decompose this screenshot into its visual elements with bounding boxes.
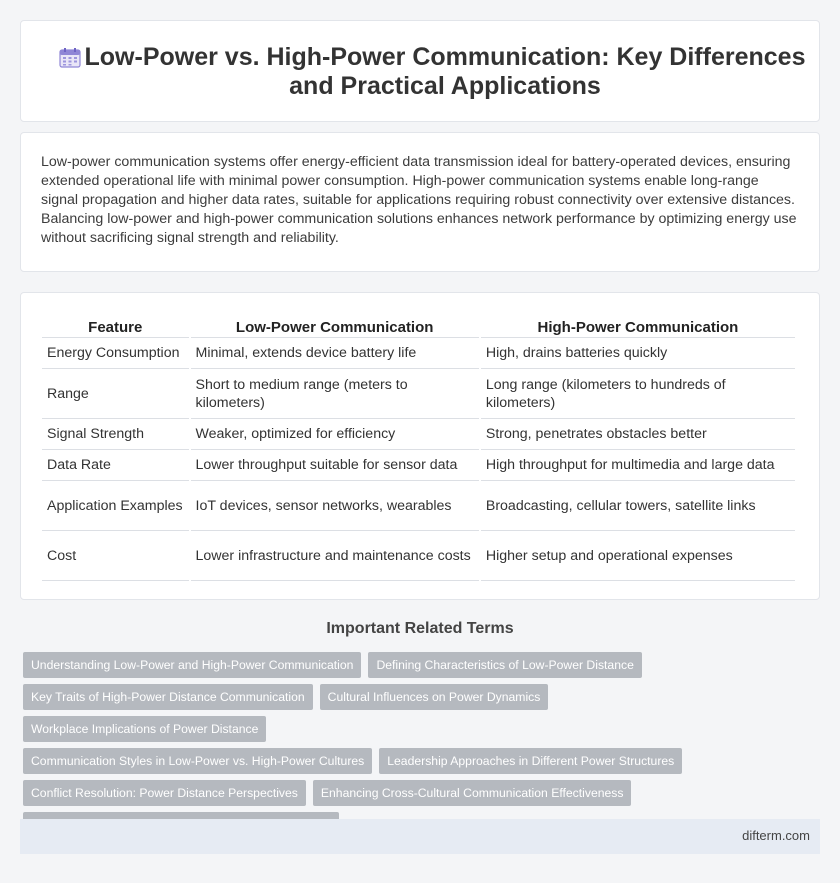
comparison-table <box>40 313 797 581</box>
header-feature: Feature <box>42 313 189 338</box>
low-power-cell: Weaker, optimized for efficiency <box>191 419 479 450</box>
related-term-link[interactable]: Enhancing Cross-Cultural Communication Effectiveness <box>313 780 632 806</box>
high-power-cell: Strong, penetrates obstacles better <box>481 419 795 450</box>
low-power-cell: IoT devices, sensor networks, wearables <box>191 481 479 531</box>
high-power-cell: High throughput for multimedia and large data <box>481 450 795 481</box>
related-terms-list <box>23 652 803 844</box>
table-row <box>42 531 795 581</box>
high-power-cell: Higher setup and operational expenses <box>481 531 795 581</box>
footer <box>20 819 820 854</box>
high-power-cell: High, drains batteries quickly <box>481 338 795 369</box>
table-header-row <box>42 313 795 338</box>
related-term-link[interactable]: Leadership Approaches in Different Power Structures <box>379 748 682 774</box>
related-term-link[interactable]: Communication Styles in Low-Power vs. High-Power Cultures <box>23 748 372 774</box>
low-power-cell: Lower infrastructure and maintenance costs <box>191 531 479 581</box>
intro-card <box>20 132 820 272</box>
low-power-cell: Short to medium range (meters to kilometers) <box>191 369 479 419</box>
related-terms-title: Important Related Terms <box>326 620 514 637</box>
header-high-power: High-Power Communication <box>481 313 795 338</box>
related-term-link[interactable]: Understanding Low-Power and High-Power Communication <box>23 652 361 678</box>
title-card <box>20 20 820 122</box>
footer-site-name: difterm.com <box>742 828 810 843</box>
comparison-card <box>20 292 820 600</box>
related-term-link[interactable]: Workplace Implications of Power Distance <box>23 716 266 742</box>
high-power-cell: Broadcasting, cellular towers, satellite links <box>481 481 795 531</box>
intro-paragraph: Low-power communication systems offer energy-efficient data transmission ideal for battery-operated devices, ensuring extended operational life with minimal power consumption. High-power communication systems enable long-range signal propagation and higher data rates, suitable for applications requiring robust connectivity over extensive distances. Balancing low-power and high-power communication solutions enhances network performance by optimizing energy use without sacrificing signal strength and reliability. <box>41 154 797 246</box>
low-power-cell: Lower throughput suitable for sensor data <box>191 450 479 481</box>
feature-cell: Cost <box>42 531 189 581</box>
related-term-link[interactable]: Key Traits of High-Power Distance Communication <box>23 684 313 710</box>
feature-cell: Application Examples <box>42 481 189 531</box>
table-row <box>42 338 795 369</box>
low-power-cell: Minimal, extends device battery life <box>191 338 479 369</box>
table-row <box>42 450 795 481</box>
related-term-link[interactable]: Defining Characteristics of Low-Power Distance <box>368 652 641 678</box>
table-row <box>42 419 795 450</box>
feature-cell: Range <box>42 369 189 419</box>
header-low-power: Low-Power Communication <box>191 313 479 338</box>
page-title: Low-Power vs. High-Power Communication: Key Differences and Practical Applications <box>84 43 806 100</box>
table-row <box>42 481 795 531</box>
feature-cell: Signal Strength <box>42 419 189 450</box>
feature-cell: Energy Consumption <box>42 338 189 369</box>
related-term-link[interactable]: Cultural Influences on Power Dynamics <box>320 684 549 710</box>
feature-cell: Data Rate <box>42 450 189 481</box>
related-term-link[interactable]: Conflict Resolution: Power Distance Perspectives <box>23 780 306 806</box>
high-power-cell: Long range (kilometers to hundreds of kilometers) <box>481 369 795 419</box>
table-row <box>42 369 795 419</box>
calendar-icon <box>59 48 81 68</box>
